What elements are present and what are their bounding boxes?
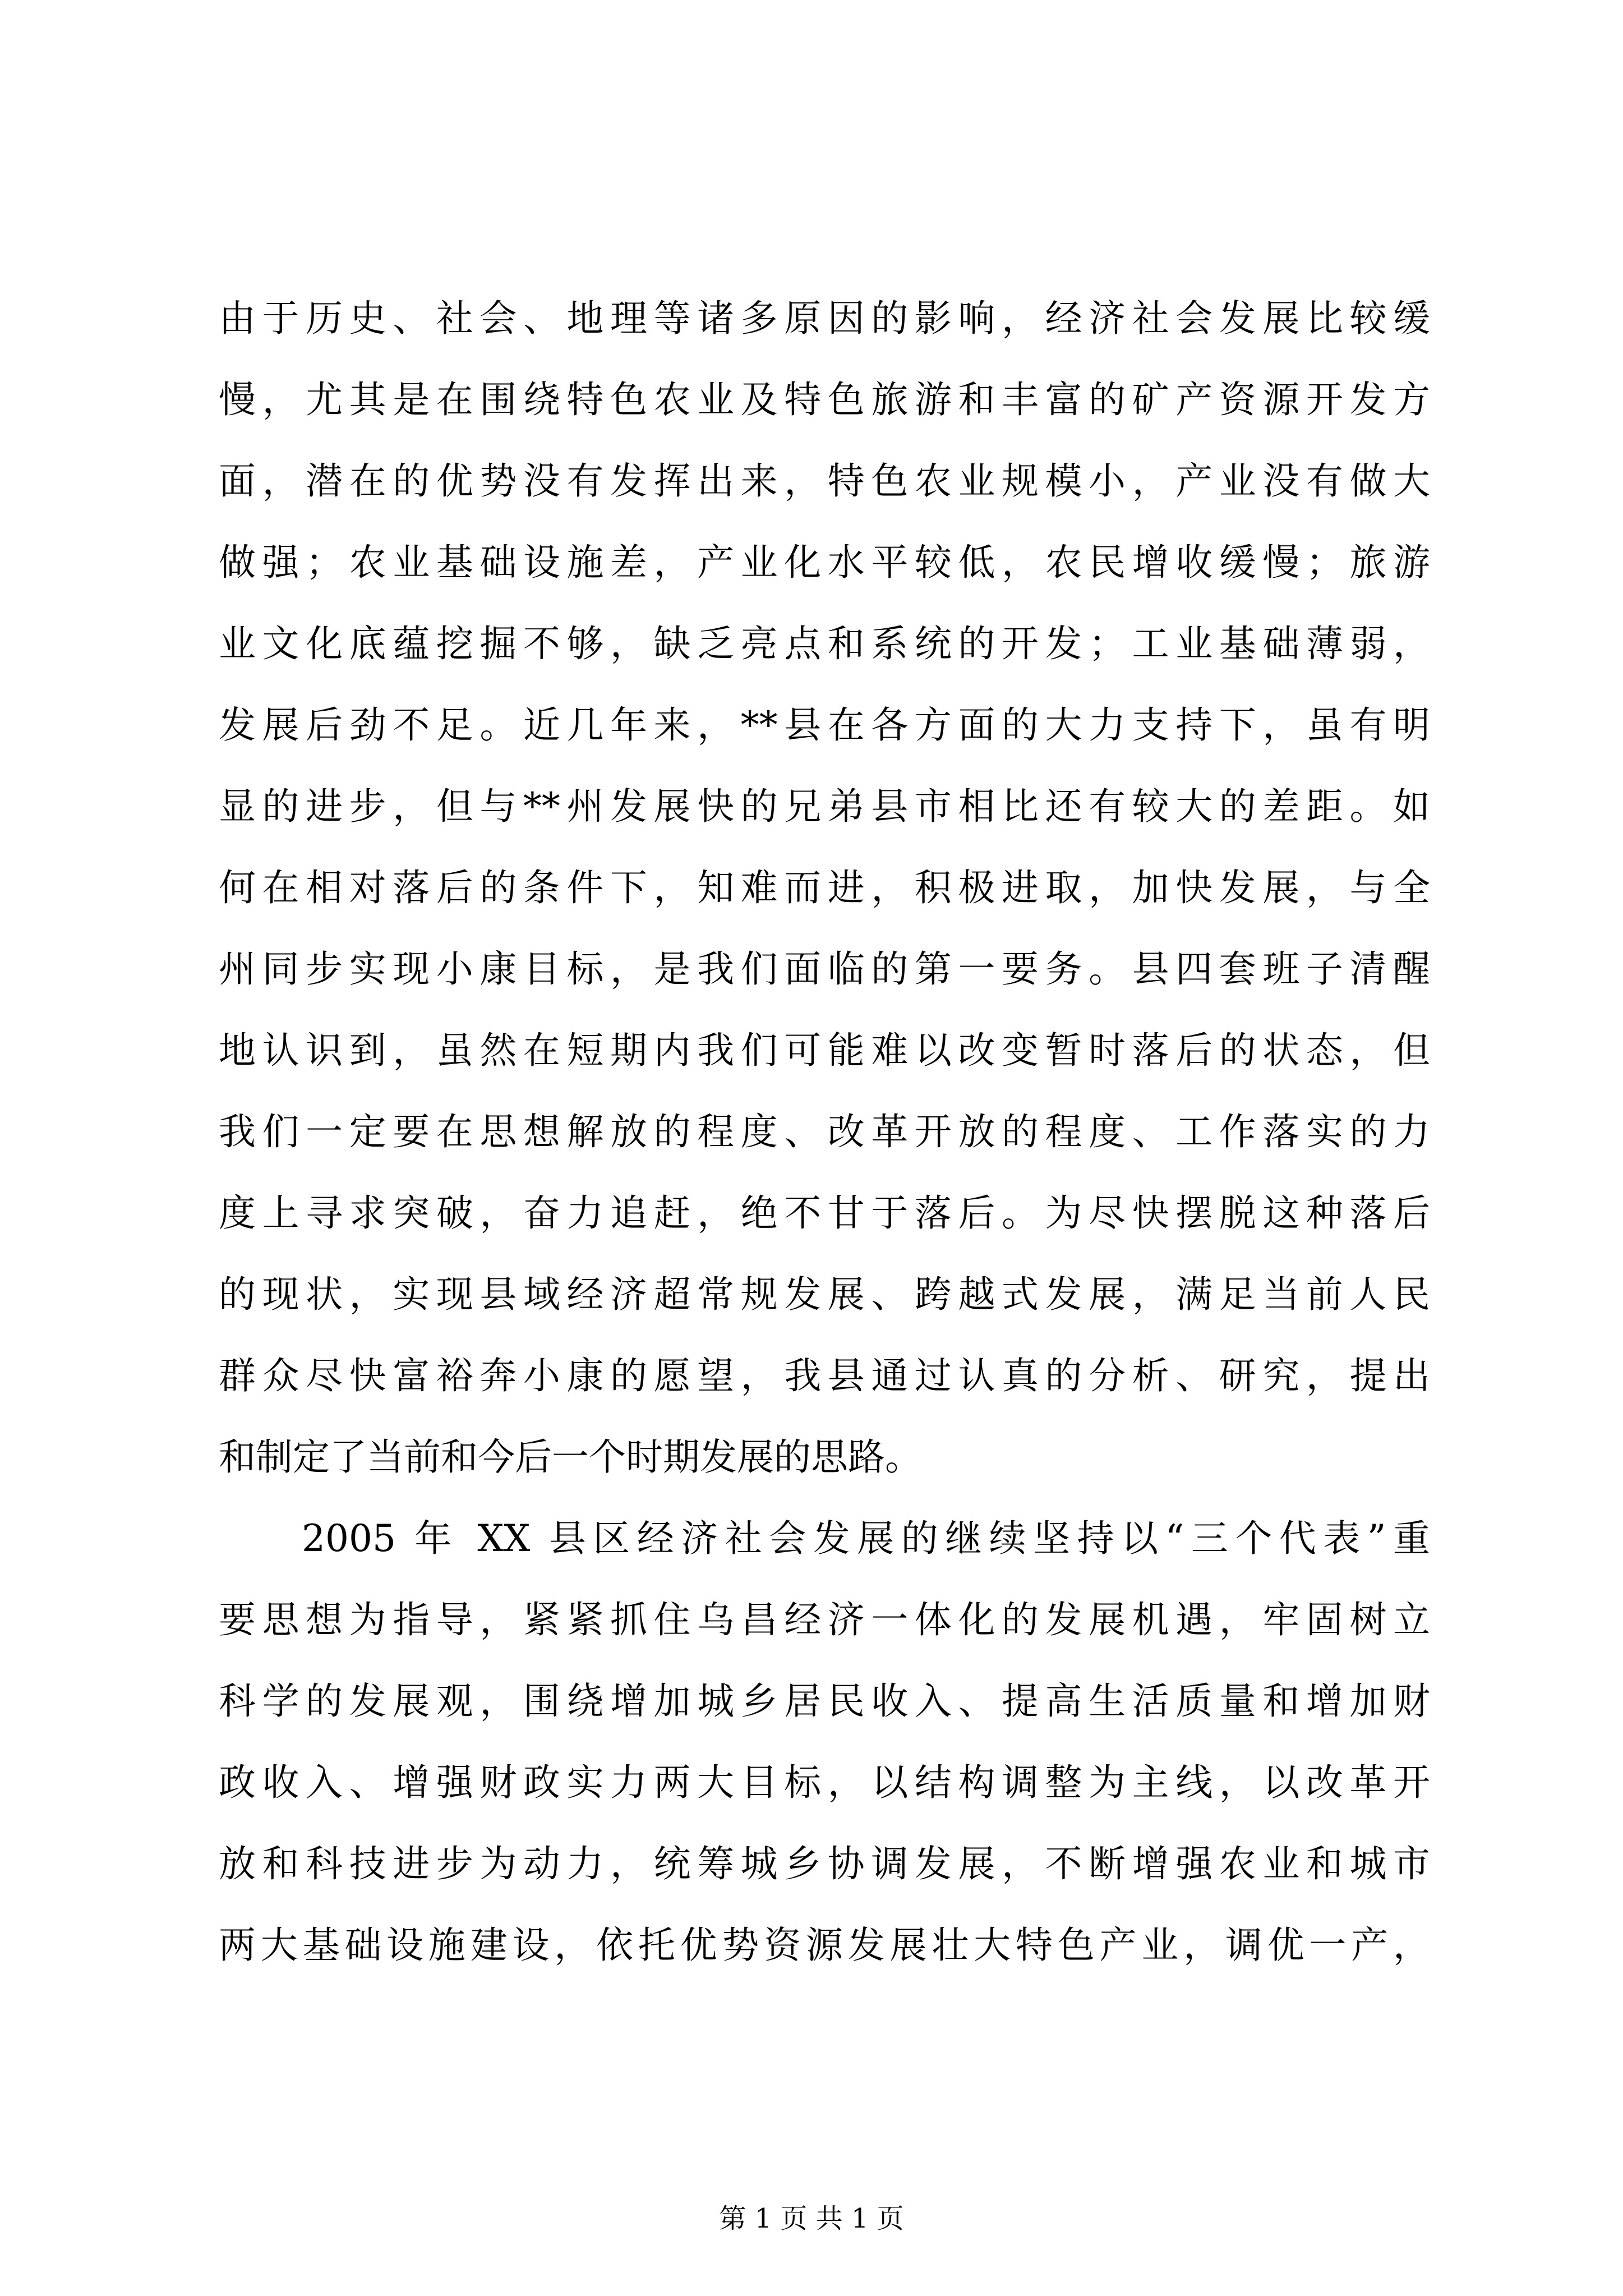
text-line: 我们一定要在思想解放的程度、改革开放的程度、工作落实的力 [219,1110,1430,1153]
text-line: 的现状，实现县域经济超常规发展、跨越式发展，满足当前人民 [219,1273,1430,1316]
text-line: 州同步实现小康目标，是我们面临的第一要务。县四套班子清醒 [219,947,1430,991]
document-body [219,278,1430,1986]
paragraph-2 [219,1498,1430,1986]
text-line: 业文化底蕴挖掘不够，缺乏亮点和系统的开发；工业基础薄弱， [219,622,1430,665]
text-line: 度上寻求突破，奋力追赶，绝不甘于落后。为尽快摆脱这种落后 [219,1191,1430,1235]
text-line: 慢，尤其是在围绕特色农业及特色旅游和丰富的矿产资源开发方 [219,378,1430,421]
text-line: 显的进步，但与**州发展快的兄弟县市相比还有较大的差距。如 [219,785,1430,828]
text-line: 和制定了当前和今后一个时期发展的思路。 [219,1435,922,1479]
text-line: 两大基础设施建设，依托优势资源发展壮大特色产业，调优一产， [219,1924,1430,1967]
text-line: 群众尽快富裕奔小康的愿望，我县通过认真的分析、研究，提出 [219,1354,1430,1397]
text-line: 做强；农业基础设施差，产业化水平较低，农民增收缓慢；旅游 [219,541,1430,584]
text-line: 2005 年 XX 县区经济社会发展的继续坚持以“三个代表”重 [302,1517,1430,1560]
text-line: 何在相对落后的条件下，知难而进，积极进取，加快发展，与全 [219,866,1430,909]
text-line: 要思想为指导，紧紧抓住乌昌经济一体化的发展机遇，牢固树立 [219,1598,1430,1641]
page-footer: 第 1 页 共 1 页 [719,2203,904,2234]
text-line: 科学的发展观，围绕增加城乡居民收入、提高生活质量和增加财 [219,1680,1430,1723]
text-line: 放和科技进步为动力，统筹城乡协调发展，不断增强农业和城市 [219,1842,1430,1885]
text-line: 发展后劲不足。近几年来，**县在各方面的大力支持下，虽有明 [219,703,1430,747]
text-line: 面，潜在的优势没有发挥出来，特色农业规模小，产业没有做大 [219,459,1430,503]
text-line: 由于历史、社会、地理等诸多原因的影响，经济社会发展比较缓 [219,297,1430,340]
paragraph-1 [219,278,1430,1498]
text-line: 政收入、增强财政实力两大目标，以结构调整为主线，以改革开 [219,1761,1430,1804]
text-line: 地认识到，虽然在短期内我们可能难以改变暂时落后的状态，但 [219,1029,1430,1072]
